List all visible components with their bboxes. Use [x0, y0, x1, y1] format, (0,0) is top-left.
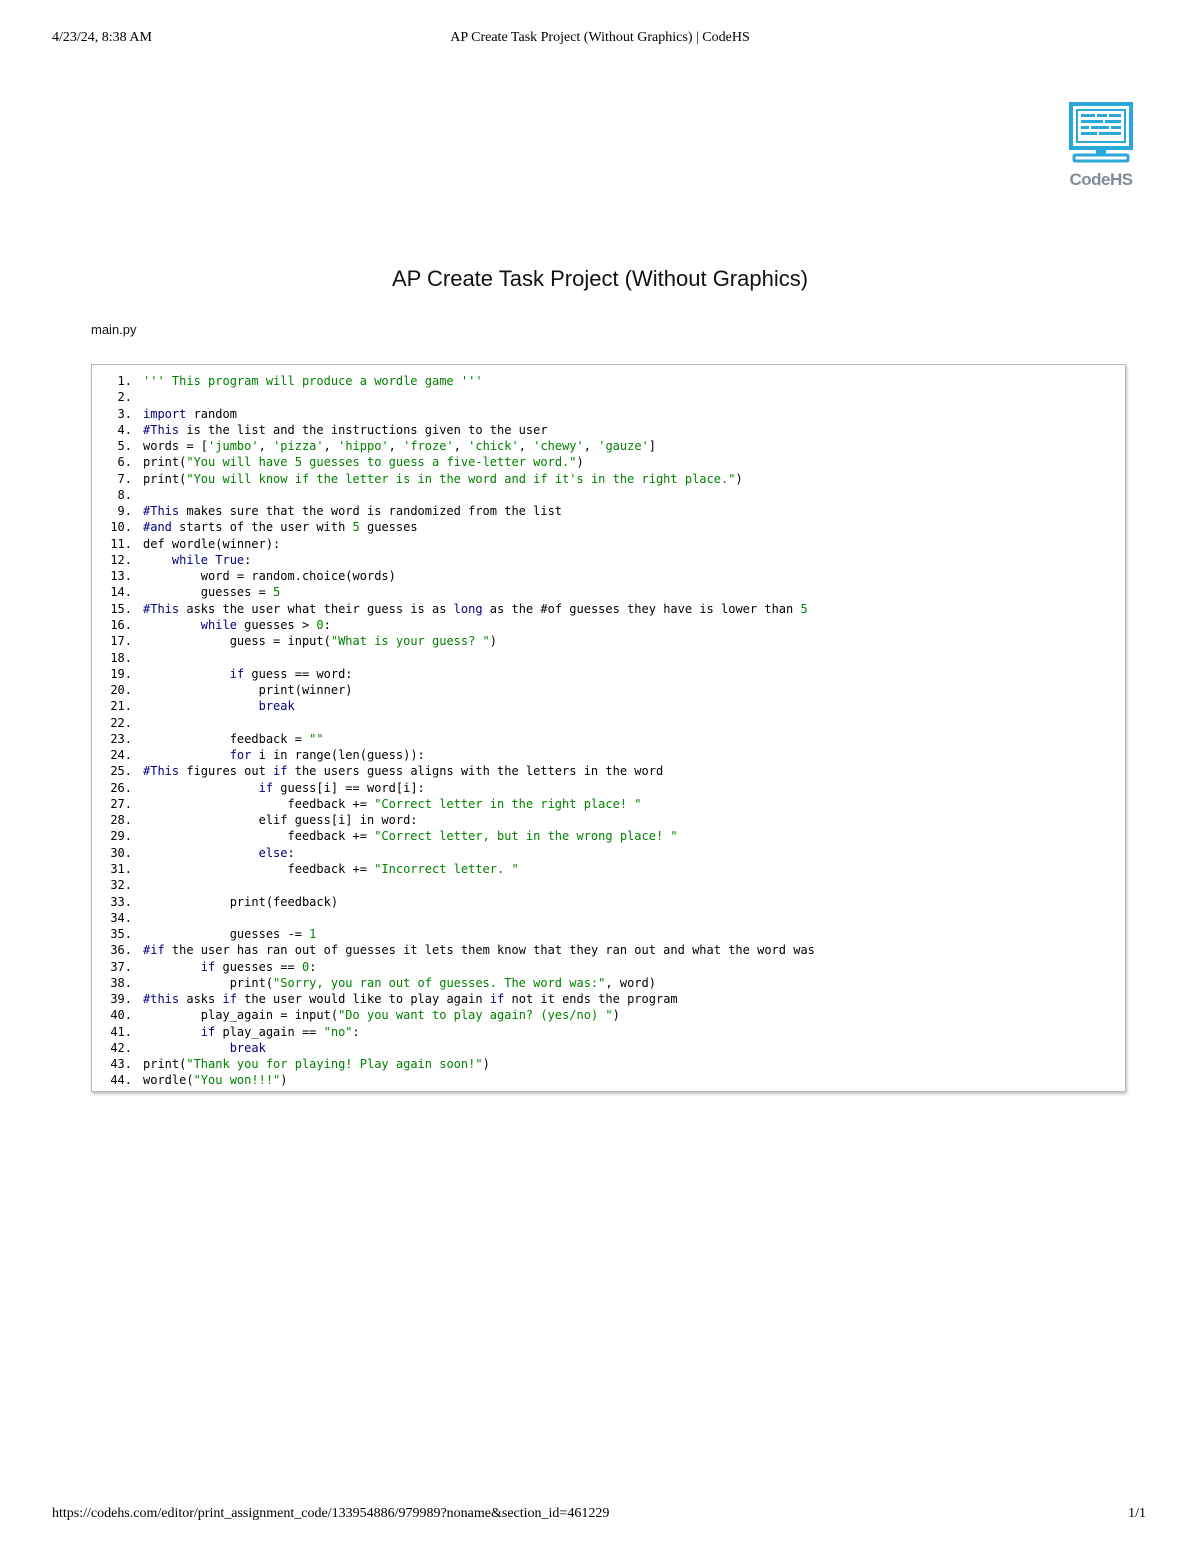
- code-line: [92, 438, 1125, 454]
- code-line: [92, 991, 1125, 1007]
- code-text: guesses = 5: [143, 585, 281, 600]
- line-number: 18.: [110, 650, 132, 665]
- code-line: [92, 552, 1125, 568]
- line-number: 1.: [117, 374, 132, 388]
- line-number: 36.: [110, 943, 132, 958]
- code-text: if play_again == "no":: [200, 1024, 360, 1039]
- code-line: [92, 487, 1125, 503]
- line-number: 16.: [110, 617, 132, 632]
- line-number: 25.: [110, 764, 132, 779]
- code-text: word = random.choice(words): [143, 569, 396, 584]
- code-text: if guess[i] == word[i]:: [258, 780, 425, 795]
- code-text: while guesses > 0:: [200, 617, 331, 632]
- code-line: [92, 959, 1125, 975]
- print-timestamp: 4/23/24, 8:38 AM: [52, 30, 152, 45]
- code-line: [92, 601, 1125, 617]
- code-text: #This makes sure that the word is randomized from the list: [143, 504, 563, 519]
- code-text: #This asks the user what their guess is as long as the #of guesses they have is lower than 5: [143, 601, 808, 616]
- code-text: def wordle(winner):: [143, 536, 281, 551]
- line-number: 19.: [110, 666, 132, 681]
- line-number: 32.: [110, 878, 132, 893]
- code-line: [92, 633, 1125, 649]
- code-line: [92, 519, 1125, 535]
- line-number: 43.: [110, 1057, 132, 1072]
- code-line: [92, 894, 1125, 910]
- line-number: 39.: [110, 992, 132, 1007]
- line-number: 26.: [110, 780, 132, 795]
- code-line: [92, 536, 1125, 552]
- line-number: 20.: [110, 683, 132, 698]
- code-text: if guess == word:: [229, 666, 353, 681]
- code-text: break: [258, 699, 295, 714]
- code-line: [92, 422, 1125, 438]
- code-line: [92, 780, 1125, 796]
- code-line: [92, 406, 1125, 422]
- code-line: [92, 1007, 1125, 1023]
- line-number: 42.: [110, 1040, 132, 1055]
- code-line: [92, 861, 1125, 877]
- line-number: 14.: [110, 585, 132, 600]
- code-text: #This figures out if the users guess aligns with the letters in the word: [143, 764, 664, 779]
- line-number: 41.: [110, 1024, 132, 1039]
- code-text: feedback += "Correct letter, but in the wrong place! ": [143, 829, 678, 844]
- line-number: 7.: [117, 471, 132, 486]
- line-number: 35.: [110, 927, 132, 942]
- code-text: print("Thank you for playing! Play again soon!"): [143, 1057, 490, 1072]
- line-number: 21.: [110, 699, 132, 714]
- line-number: 12.: [110, 552, 132, 567]
- code-text: break: [229, 1040, 266, 1055]
- code-line: [92, 698, 1125, 714]
- code-line: [92, 1056, 1125, 1072]
- line-number: 2.: [117, 390, 132, 405]
- code-text: import random: [143, 406, 237, 421]
- code-line: [92, 682, 1125, 698]
- line-number: 33.: [110, 894, 132, 909]
- code-text: for i in range(len(guess)):: [229, 748, 425, 763]
- code-line: [92, 373, 1125, 389]
- file-name: main.py: [91, 322, 137, 337]
- code-text: elif guess[i] in word:: [143, 813, 418, 828]
- code-text: words = ['jumbo', 'pizza', 'hippo', 'froze', 'chick', 'chewy', 'gauze']: [143, 439, 657, 454]
- code-text: ''' This program will produce a wordle game ''': [143, 374, 483, 388]
- code-line: [92, 926, 1125, 942]
- codehs-logo-text: CodeHS: [1069, 170, 1133, 189]
- code-text: print(winner): [143, 683, 353, 698]
- line-number: 29.: [110, 829, 132, 844]
- code-line: [92, 617, 1125, 633]
- code-text: play_again = input("Do you want to play again? (yes/no) "): [143, 1008, 620, 1023]
- code-line: [92, 747, 1125, 763]
- line-number: 28.: [110, 813, 132, 828]
- code-line: [92, 389, 1125, 405]
- code-line: [92, 1040, 1125, 1056]
- code-line: [92, 503, 1125, 519]
- code-text: feedback += "Correct letter in the right place! ": [143, 796, 642, 811]
- code-line: [92, 471, 1125, 487]
- code-text: while True:: [171, 552, 252, 567]
- line-number: 6.: [117, 455, 132, 470]
- code-line: [92, 942, 1125, 958]
- code-text: print("Sorry, you ran out of guesses. The word was:", word): [143, 975, 656, 990]
- line-number: 13.: [110, 569, 132, 584]
- line-number: 10.: [110, 520, 132, 535]
- code-line: [92, 796, 1125, 812]
- line-number: 9.: [117, 504, 132, 519]
- line-number: 11.: [110, 536, 132, 551]
- line-number: 37.: [110, 959, 132, 974]
- code-line: [92, 975, 1125, 991]
- code-line: [92, 568, 1125, 584]
- code-text: else:: [258, 845, 295, 860]
- code-line: [92, 1072, 1125, 1088]
- line-number: 44.: [110, 1073, 132, 1088]
- code-line: [92, 877, 1125, 893]
- line-number: 3.: [117, 406, 132, 421]
- line-number: 38.: [110, 975, 132, 990]
- code-text: #and starts of the user with 5 guesses: [143, 520, 418, 535]
- code-text: print(feedback): [143, 894, 339, 909]
- page-number: 1/1: [1128, 1506, 1146, 1521]
- line-number: 27.: [110, 796, 132, 811]
- line-number: 5.: [117, 439, 132, 454]
- code-text: guesses -= 1: [143, 927, 317, 942]
- line-number: 23.: [110, 731, 132, 746]
- code-line: [92, 828, 1125, 844]
- code-text: feedback += "Incorrect letter. ": [143, 861, 519, 876]
- code-text: print("You will know if the letter is in the word and if it's in the right place."): [143, 471, 743, 486]
- line-number: 24.: [110, 748, 132, 763]
- line-number: 34.: [110, 910, 132, 925]
- code-text: wordle("You won!!!"): [143, 1073, 288, 1088]
- code-line: [92, 1024, 1125, 1040]
- code-line: [92, 666, 1125, 682]
- code-line: [92, 650, 1125, 666]
- code-line: [92, 731, 1125, 747]
- code-line: [92, 845, 1125, 861]
- code-listing: [91, 364, 1126, 1092]
- code-line: [92, 454, 1125, 470]
- line-number: 40.: [110, 1008, 132, 1023]
- code-text: feedback = "": [143, 731, 324, 746]
- line-number: 30.: [110, 845, 132, 860]
- code-text: #if the user has ran out of guesses it lets them know that they ran out and what the word was: [143, 943, 815, 958]
- code-line: [92, 584, 1125, 600]
- print-url: https://codehs.com/editor/print_assignment_code/133954886/979989?noname&section_id=461229: [52, 1506, 610, 1521]
- code-text: guess = input("What is your guess? "): [143, 634, 498, 649]
- line-number: 17.: [110, 634, 132, 649]
- line-number: 31.: [110, 861, 132, 876]
- code-text: if guesses == 0:: [200, 959, 317, 974]
- line-number: 15.: [110, 601, 132, 616]
- code-line: [92, 763, 1125, 779]
- code-text: print("You will have 5 guesses to guess a five-letter word."): [143, 455, 584, 470]
- code-line: [92, 812, 1125, 828]
- code-text: #This is the list and the instructions given to the user: [143, 422, 548, 437]
- line-number: 4.: [117, 422, 132, 437]
- code-line: [92, 910, 1125, 926]
- line-number: 22.: [110, 715, 132, 730]
- line-number: 8.: [117, 487, 132, 502]
- code-line: [92, 715, 1125, 731]
- print-document-title: AP Create Task Project (Without Graphics) | CodeHS: [450, 30, 750, 45]
- code-text: #this asks if the user would like to play again if not it ends the program: [143, 992, 678, 1007]
- page-title: AP Create Task Project (Without Graphics): [391, 266, 809, 291]
